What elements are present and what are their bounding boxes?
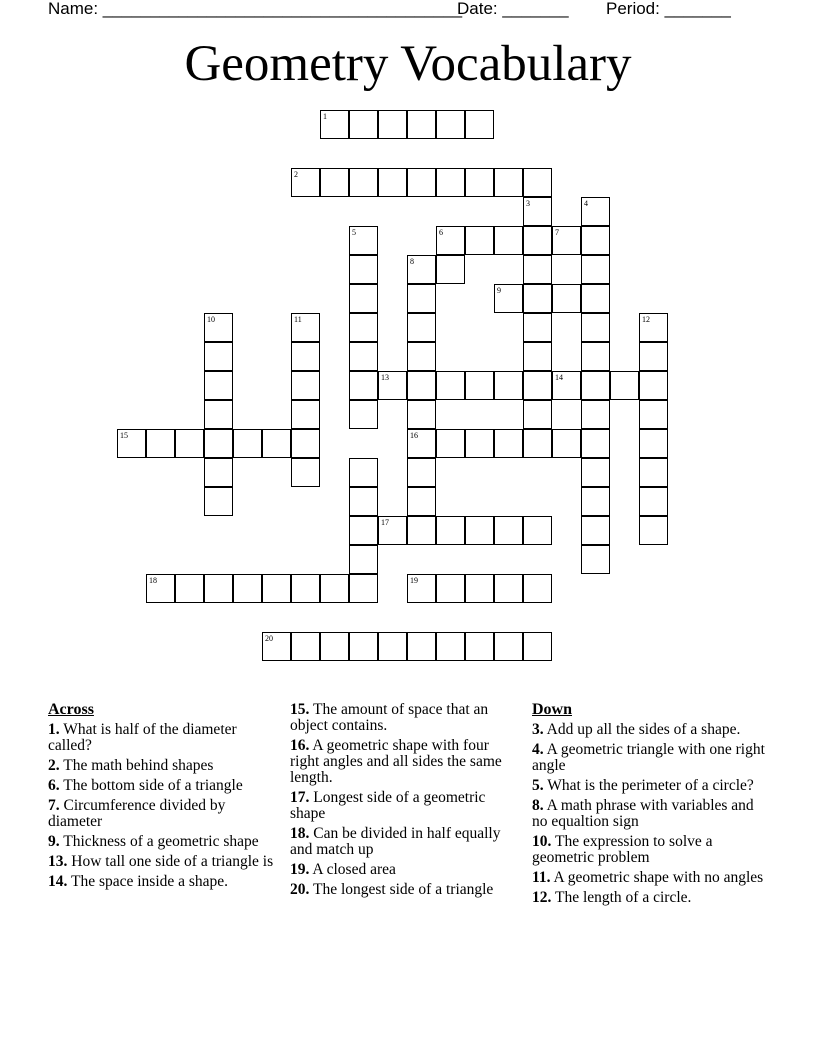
cell-number: 6 <box>439 228 443 237</box>
cell-number: 18 <box>149 576 157 585</box>
cell-number: 13 <box>381 373 389 382</box>
crossword-cell[interactable] <box>436 110 465 139</box>
cell-number: 16 <box>410 431 418 440</box>
clue-item <box>290 826 520 858</box>
crossword-cell[interactable] <box>494 632 523 661</box>
crossword-cell[interactable] <box>407 168 436 197</box>
crossword-cell[interactable] <box>523 284 552 313</box>
clue-number: 14. <box>48 873 68 890</box>
clue-text: A geometric triangle with one right angle <box>532 741 765 774</box>
cell-number: 7 <box>555 228 559 237</box>
crossword-cell[interactable] <box>204 400 233 429</box>
crossword-cell[interactable] <box>523 429 552 458</box>
cell-number: 9 <box>497 286 501 295</box>
clue-item <box>532 722 772 738</box>
crossword-cell[interactable] <box>523 168 552 197</box>
clue-number: 4. <box>532 741 544 758</box>
crossword-cell[interactable] <box>523 516 552 545</box>
crossword-cell[interactable] <box>581 458 610 487</box>
crossword-cell[interactable] <box>523 313 552 342</box>
crossword-cell[interactable] <box>639 342 668 371</box>
clue-item <box>532 778 772 794</box>
crossword-cell[interactable] <box>581 429 610 458</box>
crossword-cell[interactable] <box>523 197 552 226</box>
crossword-cell[interactable] <box>407 458 436 487</box>
clue-number: 8. <box>532 797 544 814</box>
crossword-cell[interactable] <box>465 168 494 197</box>
cell-number: 2 <box>294 170 298 179</box>
crossword-cell[interactable] <box>436 574 465 603</box>
clue-number: 5. <box>532 777 544 794</box>
crossword-cell[interactable] <box>581 284 610 313</box>
clue-text: The longest side of a triangle <box>309 881 494 898</box>
crossword-cell[interactable] <box>494 516 523 545</box>
crossword-cell[interactable] <box>639 516 668 545</box>
crossword-cell[interactable] <box>349 574 378 603</box>
clue-number: 15. <box>290 701 310 718</box>
crossword-cell[interactable] <box>349 516 378 545</box>
clue-text: A geometric shape with no angles <box>550 869 764 886</box>
crossword-cell[interactable] <box>494 226 523 255</box>
crossword-cell[interactable] <box>436 168 465 197</box>
clue-number: 7. <box>48 797 60 814</box>
crossword-cell[interactable] <box>204 342 233 371</box>
clue-text: Longest side of a geometric shape <box>290 789 486 822</box>
crossword-cell[interactable] <box>581 371 610 400</box>
crossword-cell[interactable] <box>407 632 436 661</box>
crossword-cell[interactable] <box>320 574 349 603</box>
crossword-cell[interactable] <box>204 371 233 400</box>
clue-text: A geometric shape with four right angles and all sides the same length. <box>290 737 502 786</box>
crossword-cell[interactable] <box>494 429 523 458</box>
crossword-cell[interactable] <box>581 516 610 545</box>
crossword-cell[interactable] <box>494 371 523 400</box>
crossword-cell[interactable] <box>610 371 639 400</box>
date-field[interactable]: Date: _______ <box>457 0 569 18</box>
cell-number: 4 <box>584 199 588 208</box>
crossword-cell[interactable] <box>349 168 378 197</box>
cell-number: 11 <box>294 315 302 324</box>
crossword-cell[interactable] <box>523 226 552 255</box>
crossword-cell[interactable] <box>291 168 320 197</box>
crossword-cell[interactable] <box>436 516 465 545</box>
clue-item <box>48 854 278 870</box>
crossword-cell[interactable] <box>320 632 349 661</box>
crossword-cell[interactable] <box>436 632 465 661</box>
crossword-cell[interactable] <box>639 487 668 516</box>
crossword-cell[interactable] <box>639 313 668 342</box>
clue-heading: Down <box>532 701 573 718</box>
clue-item <box>290 882 520 898</box>
crossword-cell[interactable] <box>146 429 175 458</box>
crossword-cell[interactable] <box>291 574 320 603</box>
crossword-cell[interactable] <box>407 313 436 342</box>
crossword-cell[interactable] <box>581 255 610 284</box>
clue-text: Add up all the sides of a shape. <box>543 721 741 738</box>
cell-number: 14 <box>555 373 563 382</box>
crossword-cell[interactable] <box>552 284 581 313</box>
clue-item <box>532 870 772 886</box>
crossword-cell[interactable] <box>465 632 494 661</box>
crossword-cell[interactable] <box>407 255 436 284</box>
crossword-cell[interactable] <box>494 574 523 603</box>
clue-text: A closed area <box>309 861 396 878</box>
crossword-cell[interactable] <box>291 371 320 400</box>
crossword-cell[interactable] <box>465 226 494 255</box>
crossword-cell[interactable] <box>378 371 407 400</box>
crossword-cell[interactable] <box>291 632 320 661</box>
crossword-cell[interactable] <box>349 313 378 342</box>
crossword-cell[interactable] <box>320 110 349 139</box>
crossword-cell[interactable] <box>117 429 146 458</box>
crossword-cell[interactable] <box>407 284 436 313</box>
page-title: Geometry Vocabulary <box>184 36 632 92</box>
cell-number: 20 <box>265 634 273 643</box>
crossword-cell[interactable] <box>436 255 465 284</box>
crossword-cell[interactable] <box>407 516 436 545</box>
cell-number: 19 <box>410 576 418 585</box>
crossword-cell[interactable] <box>407 429 436 458</box>
crossword-cell[interactable] <box>552 429 581 458</box>
cell-number: 1 <box>323 112 327 121</box>
crossword-cell[interactable] <box>581 487 610 516</box>
crossword-cell[interactable] <box>204 487 233 516</box>
crossword-cell[interactable] <box>407 574 436 603</box>
clue-text: The bottom side of a triangle <box>59 777 243 794</box>
crossword-cell[interactable] <box>639 458 668 487</box>
cell-number: 12 <box>642 315 650 324</box>
crossword-cell[interactable] <box>262 632 291 661</box>
crossword-cell[interactable] <box>436 226 465 255</box>
clue-item <box>48 722 278 754</box>
clue-number: 2. <box>48 757 60 774</box>
crossword-cell[interactable] <box>407 400 436 429</box>
crossword-cell[interactable] <box>349 255 378 284</box>
crossword-cell[interactable] <box>291 313 320 342</box>
crossword-cell[interactable] <box>349 342 378 371</box>
crossword-cell[interactable] <box>552 371 581 400</box>
clue-text: What is the perimeter of a circle? <box>543 777 754 794</box>
crossword-cell[interactable] <box>349 487 378 516</box>
cell-number: 17 <box>381 518 389 527</box>
crossword-cell[interactable] <box>639 429 668 458</box>
clue-number: 1. <box>48 721 60 738</box>
crossword-cell[interactable] <box>465 516 494 545</box>
crossword-cell[interactable] <box>581 197 610 226</box>
crossword-cell[interactable] <box>204 574 233 603</box>
clue-text: The expression to solve a geometric problem <box>532 833 713 866</box>
crossword-cell[interactable] <box>639 371 668 400</box>
crossword-cell[interactable] <box>523 371 552 400</box>
clue-item <box>290 862 520 878</box>
crossword-cell[interactable] <box>407 110 436 139</box>
clue-item <box>532 890 772 906</box>
clue-item <box>290 790 520 822</box>
crossword-cell[interactable] <box>320 168 349 197</box>
crossword-cell[interactable] <box>581 342 610 371</box>
crossword-cell[interactable] <box>349 458 378 487</box>
clue-number: 10. <box>532 833 552 850</box>
down-clues <box>532 702 772 910</box>
clue-text: Circumference divided by diameter <box>48 797 226 830</box>
crossword-cell[interactable] <box>523 574 552 603</box>
cell-number: 8 <box>410 257 414 266</box>
clue-text: The space inside a shape. <box>67 873 229 890</box>
crossword-cell[interactable] <box>204 429 233 458</box>
clue-number: 11. <box>532 869 551 886</box>
crossword-cell[interactable] <box>436 429 465 458</box>
crossword-cell[interactable] <box>233 429 262 458</box>
clue-text: The amount of space that an object contains. <box>290 701 489 734</box>
cell-number: 10 <box>207 315 215 324</box>
name-field[interactable]: Name: ______________________________________ <box>48 0 463 18</box>
crossword-cell[interactable] <box>407 342 436 371</box>
crossword-cell[interactable] <box>204 458 233 487</box>
clue-text: Can be divided in half equally and match up <box>290 825 501 858</box>
crossword-cell[interactable] <box>523 400 552 429</box>
across-clues-col2 <box>290 702 520 902</box>
crossword-cell[interactable] <box>204 313 233 342</box>
crossword-cell[interactable] <box>465 110 494 139</box>
clue-item <box>290 702 520 734</box>
clue-item <box>532 742 772 774</box>
crossword-cell[interactable] <box>349 545 378 574</box>
clue-number: 19. <box>290 861 310 878</box>
crossword-cell[interactable] <box>552 226 581 255</box>
clue-item <box>532 798 772 830</box>
crossword-cell[interactable] <box>465 371 494 400</box>
clue-number: 20. <box>290 881 310 898</box>
clue-number: 13. <box>48 853 68 870</box>
clue-text: The math behind shapes <box>59 757 214 774</box>
crossword-cell[interactable] <box>378 516 407 545</box>
clue-number: 3. <box>532 721 544 738</box>
clue-number: 17. <box>290 789 310 806</box>
clue-number: 9. <box>48 833 60 850</box>
clue-text: What is half of the diameter called? <box>48 721 237 754</box>
crossword-cell[interactable] <box>349 371 378 400</box>
crossword-cell[interactable] <box>349 632 378 661</box>
crossword-cell[interactable] <box>262 429 291 458</box>
clue-text: Thickness of a geometric shape <box>59 833 259 850</box>
clue-number: 16. <box>290 737 310 754</box>
clue-number: 12. <box>532 889 552 906</box>
crossword-cell[interactable] <box>494 168 523 197</box>
clue-number: 18. <box>290 825 310 842</box>
crossword-cell[interactable] <box>233 574 262 603</box>
crossword-cell[interactable] <box>581 400 610 429</box>
crossword-cell[interactable] <box>523 632 552 661</box>
clue-item <box>48 834 278 850</box>
crossword-cell[interactable] <box>349 110 378 139</box>
across-clues-col1 <box>48 702 278 894</box>
crossword-cell[interactable] <box>262 574 291 603</box>
clue-item <box>48 874 278 890</box>
clue-item <box>48 778 278 794</box>
clue-number: 6. <box>48 777 60 794</box>
crossword-cell[interactable] <box>378 110 407 139</box>
crossword-cell[interactable] <box>378 168 407 197</box>
crossword-cell[interactable] <box>407 487 436 516</box>
crossword-cell[interactable] <box>494 284 523 313</box>
crossword-cell[interactable] <box>291 429 320 458</box>
crossword-cell[interactable] <box>465 574 494 603</box>
clue-text: A math phrase with variables and no equaltion sign <box>532 797 754 830</box>
period-field[interactable]: Period: _______ <box>606 0 731 18</box>
clue-text: How tall one side of a triangle is <box>67 853 274 870</box>
clue-item <box>532 834 772 866</box>
crossword-cell[interactable] <box>175 574 204 603</box>
crossword-cell[interactable] <box>465 429 494 458</box>
crossword-cell[interactable] <box>291 458 320 487</box>
crossword-cell[interactable] <box>581 226 610 255</box>
crossword-cell[interactable] <box>349 284 378 313</box>
clue-item <box>290 738 520 786</box>
crossword-cell[interactable] <box>291 342 320 371</box>
crossword-cell[interactable] <box>378 632 407 661</box>
clue-item <box>48 758 278 774</box>
crossword-cell[interactable] <box>581 313 610 342</box>
cell-number: 5 <box>352 228 356 237</box>
crossword-cell[interactable] <box>175 429 204 458</box>
crossword-cell[interactable] <box>523 342 552 371</box>
crossword-cell[interactable] <box>436 371 465 400</box>
cell-number: 15 <box>120 431 128 440</box>
crossword-cell[interactable] <box>349 400 378 429</box>
clue-text: The length of a circle. <box>551 889 692 906</box>
crossword-cell[interactable] <box>407 371 436 400</box>
crossword-cell[interactable] <box>146 574 175 603</box>
crossword-cell[interactable] <box>291 400 320 429</box>
crossword-cell[interactable] <box>349 226 378 255</box>
crossword-cell[interactable] <box>523 255 552 284</box>
clue-heading: Across <box>48 701 94 718</box>
crossword-cell[interactable] <box>581 545 610 574</box>
crossword-cell[interactable] <box>639 400 668 429</box>
clue-item <box>48 798 278 830</box>
cell-number: 3 <box>526 199 530 208</box>
